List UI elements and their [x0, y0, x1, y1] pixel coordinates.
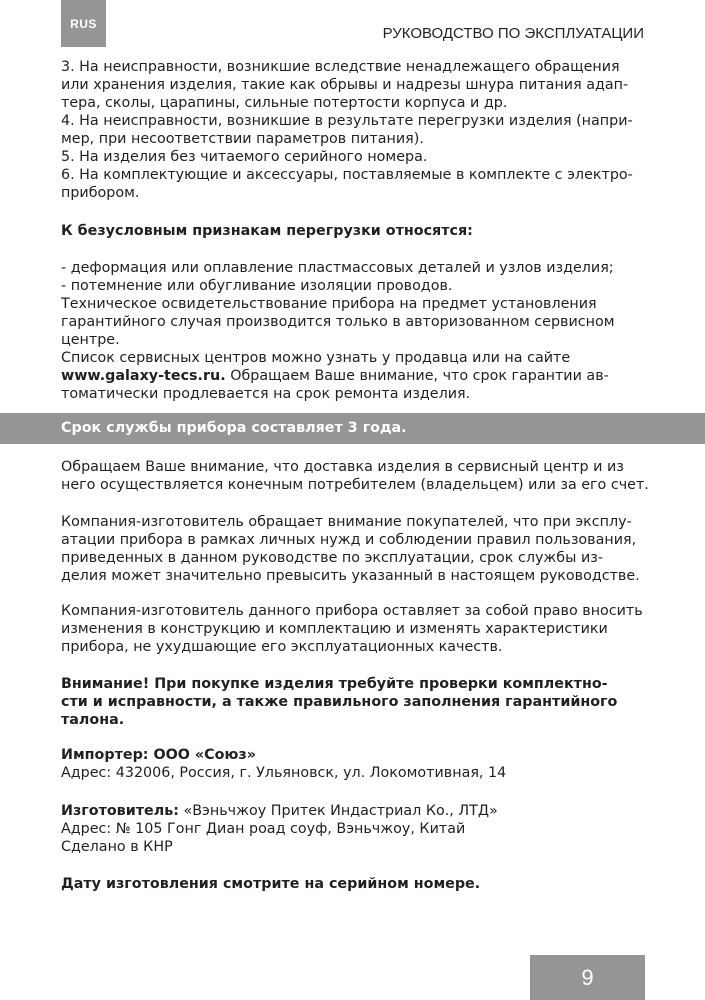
text-line: 4. На неисправности, возникшие в результате перегрузки изделия (напри- — [61, 113, 633, 129]
text-line: сти и исправности, а также правильного заполнения гарантийного — [61, 694, 618, 710]
text-line: - деформация или оплавление пластмассовых деталей и узлов изделия; — [61, 260, 614, 276]
text-line: делия может значительно превысить указанный в настоящем руководстве. — [61, 568, 640, 584]
text-line: К безусловным признакам перегрузки относятся: — [61, 223, 473, 239]
attention-paragraph — [61, 675, 645, 729]
text-line: атации прибора в рамках личных нужд и соблюдении правил пользования, — [61, 532, 637, 548]
text-line: Техническое освидетельствование прибора на предмет установления — [61, 296, 597, 312]
manufacturer-label: Изготовитель: — [61, 803, 179, 819]
manual-title: РУКОВОДСТВО ПО ЭКСПЛУАТАЦИИ — [382, 25, 644, 42]
manufacturer-block — [61, 802, 645, 856]
importer-address: Адрес: 432006, Россия, г. Ульяновск, ул. Локомотивная, 14 — [61, 765, 507, 781]
service-life-banner — [0, 413, 705, 444]
text-line: или хранения изделия, такие как обрывы и надрезы шнура питания адап- — [61, 77, 629, 93]
text-line: 3. На неисправности, возникшие вследствие ненадлежащего обращения — [61, 59, 620, 75]
rights-notice-paragraph — [61, 602, 645, 656]
service-life-text: Срок службы прибора составляет 3 года. — [61, 420, 407, 436]
text-line: 5. На изделия без читаемого серийного номера. — [61, 149, 428, 165]
text-line: Внимание! При покупке изделия требуйте проверки комплектно- — [61, 676, 608, 692]
text-line: центре. — [61, 332, 120, 348]
overload-heading — [61, 222, 645, 240]
delivery-paragraph — [61, 458, 649, 494]
warranty-exclusions — [61, 58, 645, 202]
text-line — [61, 367, 645, 385]
website-link: www.galaxy-tecs.ru. — [61, 368, 226, 384]
text-line: гарантийного случая производится только в авторизованном сервисном — [61, 314, 615, 330]
importer-block — [61, 746, 645, 782]
text-line: - потемнение или обугливание изоляции проводов. — [61, 278, 453, 294]
text-line: Компания-изготовитель обращает внимание покупателей, что при эксплу- — [61, 514, 632, 530]
manufacturer-address: Адрес: № 105 Гонг Диан роад соуф, Вэньчжоу, Китай — [61, 821, 466, 837]
text-fragment: Обращаем Ваше внимание, что срок гарантии ав- — [225, 368, 609, 384]
text-line: приведенных в данном руководстве по эксплуатации, срок службы из- — [61, 550, 604, 566]
page-number: 9 — [530, 955, 645, 1000]
date-note — [61, 875, 645, 893]
text-line: изменения в конструкцию и комплектацию и изменять характеристики — [61, 621, 608, 637]
manufacturer-name: «Вэньчжоу Притек Индастриал Ко., ЛТД» — [178, 803, 498, 819]
text-line: Список сервисных центров можно узнать у продавца или на сайте — [61, 350, 571, 366]
text-line: прибора, не ухудшающие его эксплуатационных качеств. — [61, 639, 503, 655]
made-in: Сделано в КНР — [61, 839, 173, 855]
manufacturer-notice-paragraph — [61, 513, 645, 585]
text-line: 6. На комплектующие и аксессуары, поставляемые в комплекте с электро- — [61, 167, 633, 183]
text-line — [61, 802, 645, 820]
text-line: Обращаем Ваше внимание, что доставка изделия в сервисный центр и из — [61, 459, 624, 475]
text-line: тера, сколы, царапины, сильные потертости корпуса и др. — [61, 95, 508, 111]
text-line: Компания-изготовитель данного прибора оставляет за собой право вносить — [61, 603, 643, 619]
text-line: мер, при несоответствии параметров питания). — [61, 131, 424, 147]
text-line: прибором. — [61, 185, 140, 201]
language-tab: RUS — [61, 0, 106, 47]
text-line: томатически продлевается на срок ремонта изделия. — [61, 386, 471, 402]
text-line: Дату изготовления смотрите на серийном номере. — [61, 876, 481, 892]
text-line: талона. — [61, 712, 125, 728]
importer-label: Импортер: ООО «Союз» — [61, 747, 256, 763]
text-line: него осуществляется конечным потребителем (владельцем) или за его счет. — [61, 477, 649, 493]
overload-signs-and-service — [61, 259, 645, 403]
